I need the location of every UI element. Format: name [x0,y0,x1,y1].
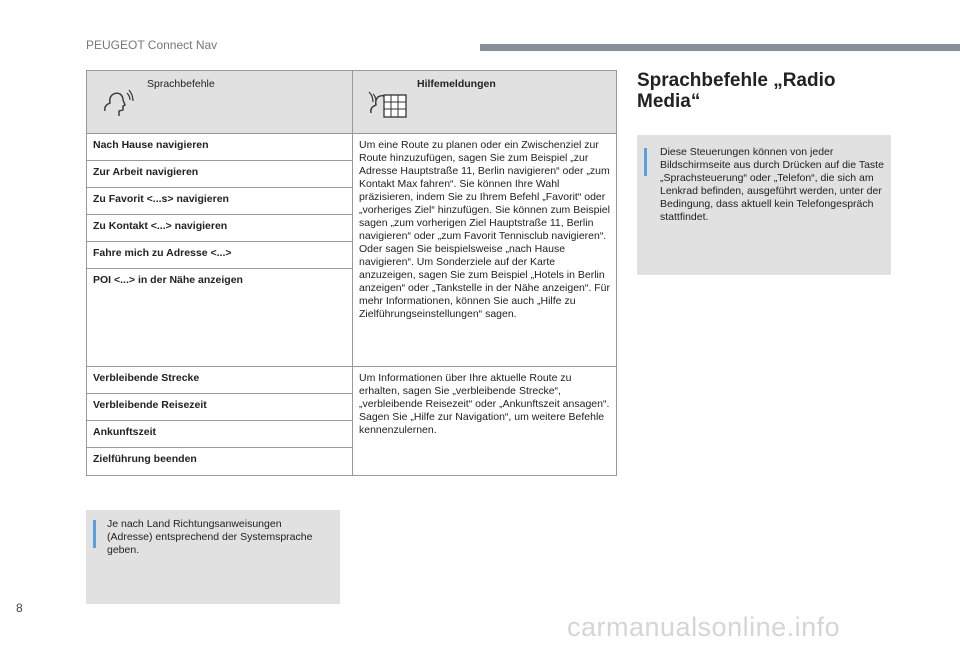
info-note-text: Je nach Land Richtungsanweisungen (Adresse) entsprechend der Systemsprache geben. [107,518,313,556]
info-note-radio-media [637,135,891,275]
command-cell: Zu Favorit <...s> navigieren [87,188,353,215]
command-cell: Fahre mich zu Adresse <...> [87,242,353,269]
command-cell: Zur Arbeit navigieren [87,161,353,188]
command-cell: Zu Kontakt <...> navigieren [87,215,353,242]
command-cell: Verbleibende Strecke [87,367,353,394]
table-header-row [87,71,617,134]
table-head-right [353,71,617,134]
info-note-text: Diese Steuerungen können von jeder Bildschirmseite aus durch Drücken auf die Taste „Sprachsteuerung“ oder „Telefon“, die sich am Lenkrad befinden, ausgeführt werden, unter der Bedingung, dass aktuell kein Telefongespräch stattfindet. [660,146,884,223]
header-bar [480,44,960,51]
command-cell: Ankunftszeit [87,421,353,448]
column-header-help: Hilfemeldungen [417,78,496,90]
table-row [87,134,617,161]
command-cell: POI <...> in der Nähe anzeigen [87,269,353,367]
page-number: 8 [16,601,23,615]
info-bar-icon [644,148,647,176]
command-cell: Zielführung beenden [87,448,353,476]
info-note-language [86,510,340,604]
info-bar-icon [93,520,96,548]
table-head-left [87,71,353,134]
command-cell: Verbleibende Reisezeit [87,394,353,421]
section-title: Sprachbefehle „Radio Media“ [637,70,836,112]
voice-keypad-icon [367,89,411,119]
command-cell: Nach Hause navigieren [87,134,353,161]
speaking-head-icon [101,89,135,119]
table-row [87,367,617,394]
header-title: PEUGEOT Connect Nav [86,38,218,52]
help-cell-route-info: Um Informationen über Ihre aktuelle Route zu erhalten, sagen Sie „verbleibende Strecke“, „verbleibende Reisezeit“ oder „Ankunftszeit ansagen“. Sagen Sie „Hilfe zur Navigation“, um weitere Befehle kennenzulernen. [353,367,617,476]
help-cell-navigation: Um eine Route zu planen oder ein Zwischenziel zur Route hinzuzufügen, sagen Sie zum Beispiel „zur Adresse Hauptstraße 11, Berlin navigieren“ oder „zum Kontakt Max fahren“. Sie können Ihre Wahl präzisieren, indem Sie zu Ihrem Befehl „Favorit“ oder „vorheriges Ziel“ hinzufügen. Sie können zum Beispiel sagen „zum vorherigen Ziel Hauptstraße 11, Berlin navigieren“ oder „zum Favorit Tennisclub navigieren“. Oder sagen Sie beispielsweise „nach Hause navigieren“. Um Sonderziele auf der Karte anzuzeigen, sagen Sie zum Beispiel „Hotels in Berlin anzeigen“ oder „Tankstelle in der Nähe anzeigen“. Für mehr Informationen, können Sie auch „Hilfe zu Zielführungseinstellungen“ sagen. [353,134,617,367]
column-header-commands: Sprachbefehle [147,78,215,90]
watermark: carmanualsonline.info [567,612,841,642]
voice-commands-table [86,70,617,476]
